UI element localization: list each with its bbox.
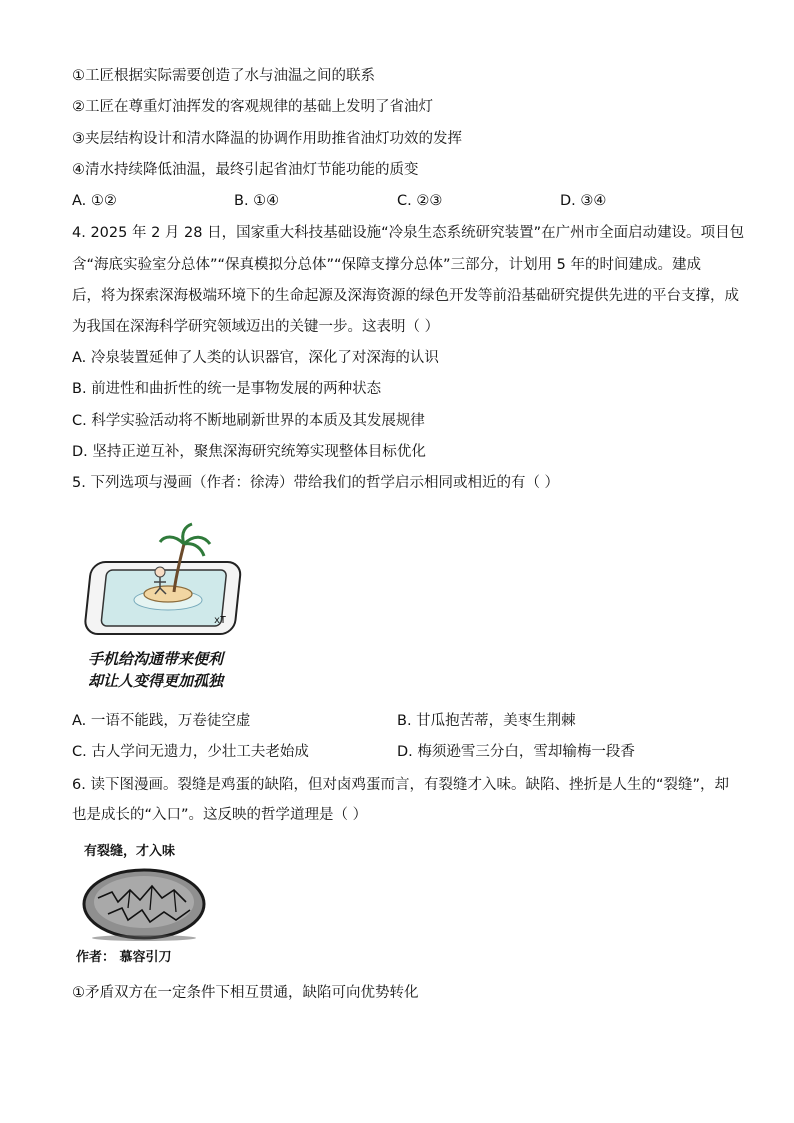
cracked-egg-illustration (78, 862, 210, 942)
q5-stem: 5. 下列选项与漫画（作者：徐涛）带给我们的哲学启示相同或相近的有（ ） (72, 475, 560, 491)
q4-stem-line-2: 含“海底实验室分总体”“保真模拟分总体”“保障支撑分总体”三部分，计划用 5 年的时间建成。建成 (72, 257, 702, 273)
cartoon-signature: xT (214, 615, 227, 626)
q4-option-b: B. 前进性和曲折性的统一是事物发展的两种状态 (72, 381, 382, 397)
q4-stem-line-1: 4. 2025 年 2 月 28 日，国家重大科技基础设施“冷泉生态系统研究装置”在广州市全面启动建设。项目包 (72, 225, 745, 241)
egg-cartoon-title: 有裂缝，才入味 (84, 844, 176, 859)
q6-statement-1: ①矛盾双方在一定条件下相互贯通，缺陷可向优势转化 (72, 985, 419, 1001)
option-a: A. ①② (72, 193, 117, 209)
cartoon-caption-line-2: 却让人变得更加孤独 (88, 672, 224, 690)
statement-4: ④清水持续降低油温，最终引起省油灯节能功能的质变 (72, 162, 419, 178)
q5-option-a: A. 一语不能践，万卷徒空虚 (72, 713, 251, 729)
cracked-egg-cartoon (74, 838, 214, 968)
q4-stem-line-3: 后，将为探索深海极端环境下的生命起源及深海资源的绿色开发等前沿基础研究提供先进的平台支撑，成 (72, 288, 739, 304)
phone-island-cartoon (82, 520, 252, 695)
q4-stem-line-4: 为我国在深海科学研究领域迈出的关键一步。这表明（ ） (72, 319, 440, 335)
option-b: B. ①④ (234, 193, 280, 209)
cartoon-caption-line-1: 手机给沟通带来便利 (88, 650, 224, 668)
option-d: D. ③④ (560, 193, 607, 209)
egg-cartoon-author: 作者： 慕容引刀 (76, 950, 172, 965)
q5-option-b: B. 甘瓜抱苦蒂，美枣生荆棘 (397, 713, 576, 729)
statement-3: ③夹层结构设计和清水降温的协调作用助推省油灯功效的发挥 (72, 131, 462, 147)
statement-1: ①工匠根据实际需要创造了水与油温之间的联系 (72, 68, 375, 84)
q6-stem-line-2: 也是成长的“入口”。这反映的哲学道理是（ ） (72, 807, 368, 823)
option-c: C. ②③ (397, 193, 443, 209)
q6-stem-line-1: 6. 读下图漫画。裂缝是鸡蛋的缺陷，但对卤鸡蛋而言，有裂缝才入味。缺陷、挫折是人生的“裂缝”，却 (72, 777, 729, 793)
phone-island-illustration (82, 520, 252, 645)
q4-option-a: A. 冷泉装置延伸了人类的认识器官，深化了对深海的认识 (72, 350, 439, 366)
statement-2: ②工匠在尊重灯油挥发的客观规律的基础上发明了省油灯 (72, 99, 433, 115)
q4-option-d: D. 坚持正逆互补，聚焦深海研究统筹实现整体目标优化 (72, 444, 426, 460)
q5-option-d: D. 梅须逊雪三分白，雪却输梅一段香 (397, 744, 635, 760)
q4-option-c: C. 科学实验活动将不断地刷新世界的本质及其发展规律 (72, 413, 425, 429)
q5-option-c: C. 古人学问无遗力，少壮工夫老始成 (72, 744, 309, 760)
